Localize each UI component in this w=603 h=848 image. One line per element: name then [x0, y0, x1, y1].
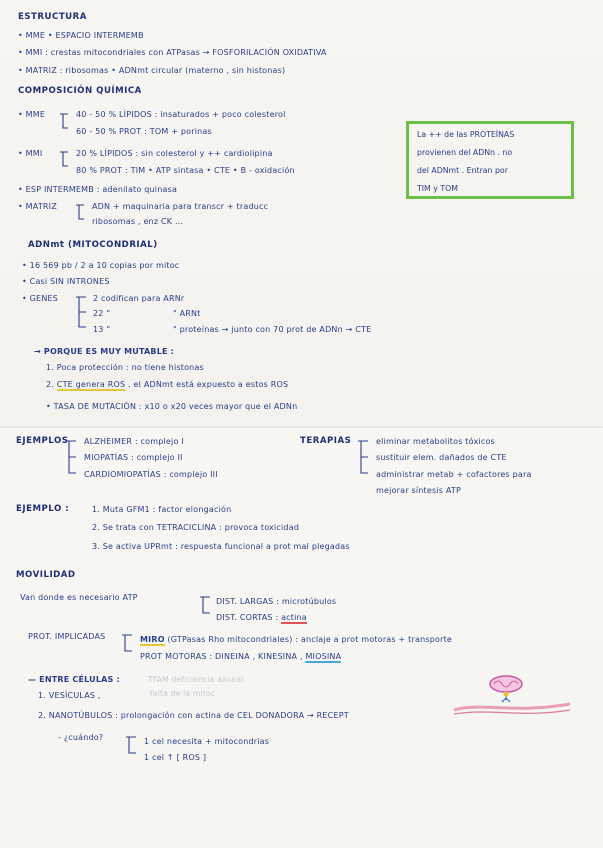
prot-motoras-line: PROT MOTORAS : DINEINA , KINESINA , MIOSINA: [140, 652, 342, 661]
gene-line-b: 22 ": [93, 309, 111, 318]
matriz-line-a: ADN + maquinaria para transcr + traducc: [92, 202, 269, 211]
terapia-item-2: sustituir elem. dañados de CTE: [376, 453, 507, 462]
note-line-2: provienen del ADNn . no: [417, 148, 513, 157]
movilidad-title: MOVILIDAD: [16, 570, 76, 580]
actin-filament: [454, 704, 570, 710]
miro-dot: [504, 692, 509, 697]
gene-line-a: 2 codifican para ARNr: [93, 294, 185, 303]
genes-label: • GENES: [22, 294, 59, 303]
mitochondria-drawing: [452, 672, 572, 722]
estructura-line-1: • MME • ESPACIO INTERMEMB: [18, 31, 144, 40]
note-line-4: TIM y TOM: [417, 184, 458, 193]
miro-line: MIRO (GTPasas Rho mitocondriales) : anclaje a prot motoras + transporte: [140, 635, 453, 644]
estructura-line-2: • MMI : crestas mitocondriales con ATPasas → FOSFORILACIÓN OXIDATIVA: [18, 48, 327, 57]
matriz-label: • MATRIZ: [18, 202, 57, 211]
mmi-line-b: 80 % PROT : TIM • ATP sintasa • CTE • B - oxidación: [76, 166, 295, 175]
van-line: Van donde es necesario ATP: [20, 593, 138, 602]
terapia-item-1: eliminar metabolitos tóxicos: [376, 437, 495, 446]
porque-heading: → PORQUE ES MUY MUTABLE :: [34, 347, 175, 356]
mme-label: • MME: [18, 110, 46, 119]
ejemplo-step-2: 2. Se trata con TETRACICLINA : provoca toxicidad: [92, 523, 300, 532]
mmi-label: • MMI: [18, 149, 43, 158]
dist-largas: DIST. LARGAS : microtúbulos: [216, 597, 337, 606]
terapias-bracket: [356, 436, 372, 478]
mmi-line-a: 20 % LÍPIDOS : sin colesterol y ++ cardiolipina: [76, 149, 273, 158]
estructura-title: ESTRUCTURA: [18, 12, 87, 22]
genes-bracket: [74, 292, 90, 332]
ejemplo-item-1: ALZHEIMER : complejo I: [84, 437, 184, 446]
ejemplos-bracket: [64, 436, 80, 478]
cuando-item-2: 1 cel ↑ [ ROS ]: [144, 753, 207, 762]
mitochondrion-shape: [490, 676, 522, 692]
gene-line-c: 13 ": [93, 325, 111, 334]
actin-filament-2: [454, 710, 570, 714]
ejemplos-label: EJEMPLOS: [16, 436, 69, 446]
cuando-label: - ¿cuándo?: [58, 733, 104, 742]
matriz-bracket: [74, 200, 88, 224]
adn-line-2: • Casi SIN INTRONES: [22, 277, 110, 286]
adn-line-1: • 16 569 pb / 2 a 10 copias por mitoc: [22, 261, 180, 270]
note-line-3: del ADNmt . Entran por: [417, 166, 508, 175]
dist-cortas: DIST. CORTAS : actina: [216, 613, 307, 622]
porque-item-1: 1. Poca protección : no tiene histonas: [46, 363, 204, 372]
tasa-mutacion-line: • TASA DE MUTACIÓN : x10 o x20 veces mayor que el ADNn: [46, 402, 298, 411]
mmi-bracket: [58, 148, 72, 170]
mme-bracket: [58, 110, 72, 132]
composicion-title: COMPOSICIÓN QUÍMICA: [18, 86, 142, 96]
mme-line-b: 60 - 50 % PROT : TOM + porinas: [76, 127, 212, 136]
ejemplo-item-3: CARDIOMIOPATÍAS : complejo III: [84, 470, 218, 479]
dist-bracket: [198, 592, 214, 618]
proteinas-note-box: [406, 121, 574, 199]
nanotubulos-line: 2. NANOTÚBULOS : prolongación con actina de CEL DONADORA → RECEPT: [38, 711, 349, 720]
faint-note-2: falta de la mitoc: [150, 689, 216, 698]
vesiculas-line: 1. VESÍCULAS ,: [38, 691, 101, 700]
entre-celulas-heading: — ENTRE CÉLULAS :: [28, 675, 120, 684]
mme-line-a: 40 - 50 % LÍPIDOS : insaturados + poco colesterol: [76, 110, 286, 119]
gene-line-c2: " proteínas → junto con 70 prot de ADNn → CTE: [173, 325, 372, 334]
estructura-line-3: • MATRIZ : ribosomas • ADNmt circular (materno , sin histonas): [18, 66, 286, 75]
porque-item-2: 2. CTE genera ROS . el ADNmt está expuesto a estos ROS: [46, 380, 289, 389]
ejemplo-step-3: 3. Se activa UPRmt : respuesta funcional a prot mal plegadas: [92, 542, 350, 551]
prot-implicadas-label: PROT. IMPLICADAS: [28, 632, 106, 641]
note-line-1: La ++ de las PROTEÍNAS: [417, 130, 515, 139]
terapia-item-3: administrar metab + cofactores para: [376, 470, 532, 479]
ejemplo-step-1: 1. Muta GFM1 : factor elongación: [92, 505, 232, 514]
esp-intermemb-line: • ESP INTERMEMB : adenilato quinasa: [18, 185, 178, 194]
ejemplo-label: EJEMPLO :: [16, 504, 70, 514]
matriz-line-b: ribosomas , enz CK ...: [92, 217, 184, 226]
prot-bracket: [120, 630, 136, 656]
adn-title: ADNmt (MITOCONDRIAL): [28, 240, 158, 250]
cuando-bracket: [124, 732, 140, 758]
terapia-item-4: mejorar síntesis ATP: [376, 486, 462, 495]
faint-note-1: TFAM deficiencia axonal: [148, 675, 244, 684]
ejemplo-item-2: MIOPATÍAS : complejo II: [84, 453, 183, 462]
gene-line-b2: " ARNt: [173, 309, 201, 318]
terapias-label: TERAPIAS: [300, 436, 352, 446]
cuando-item-1: 1 cel necesita + mitocondrias: [144, 737, 270, 746]
